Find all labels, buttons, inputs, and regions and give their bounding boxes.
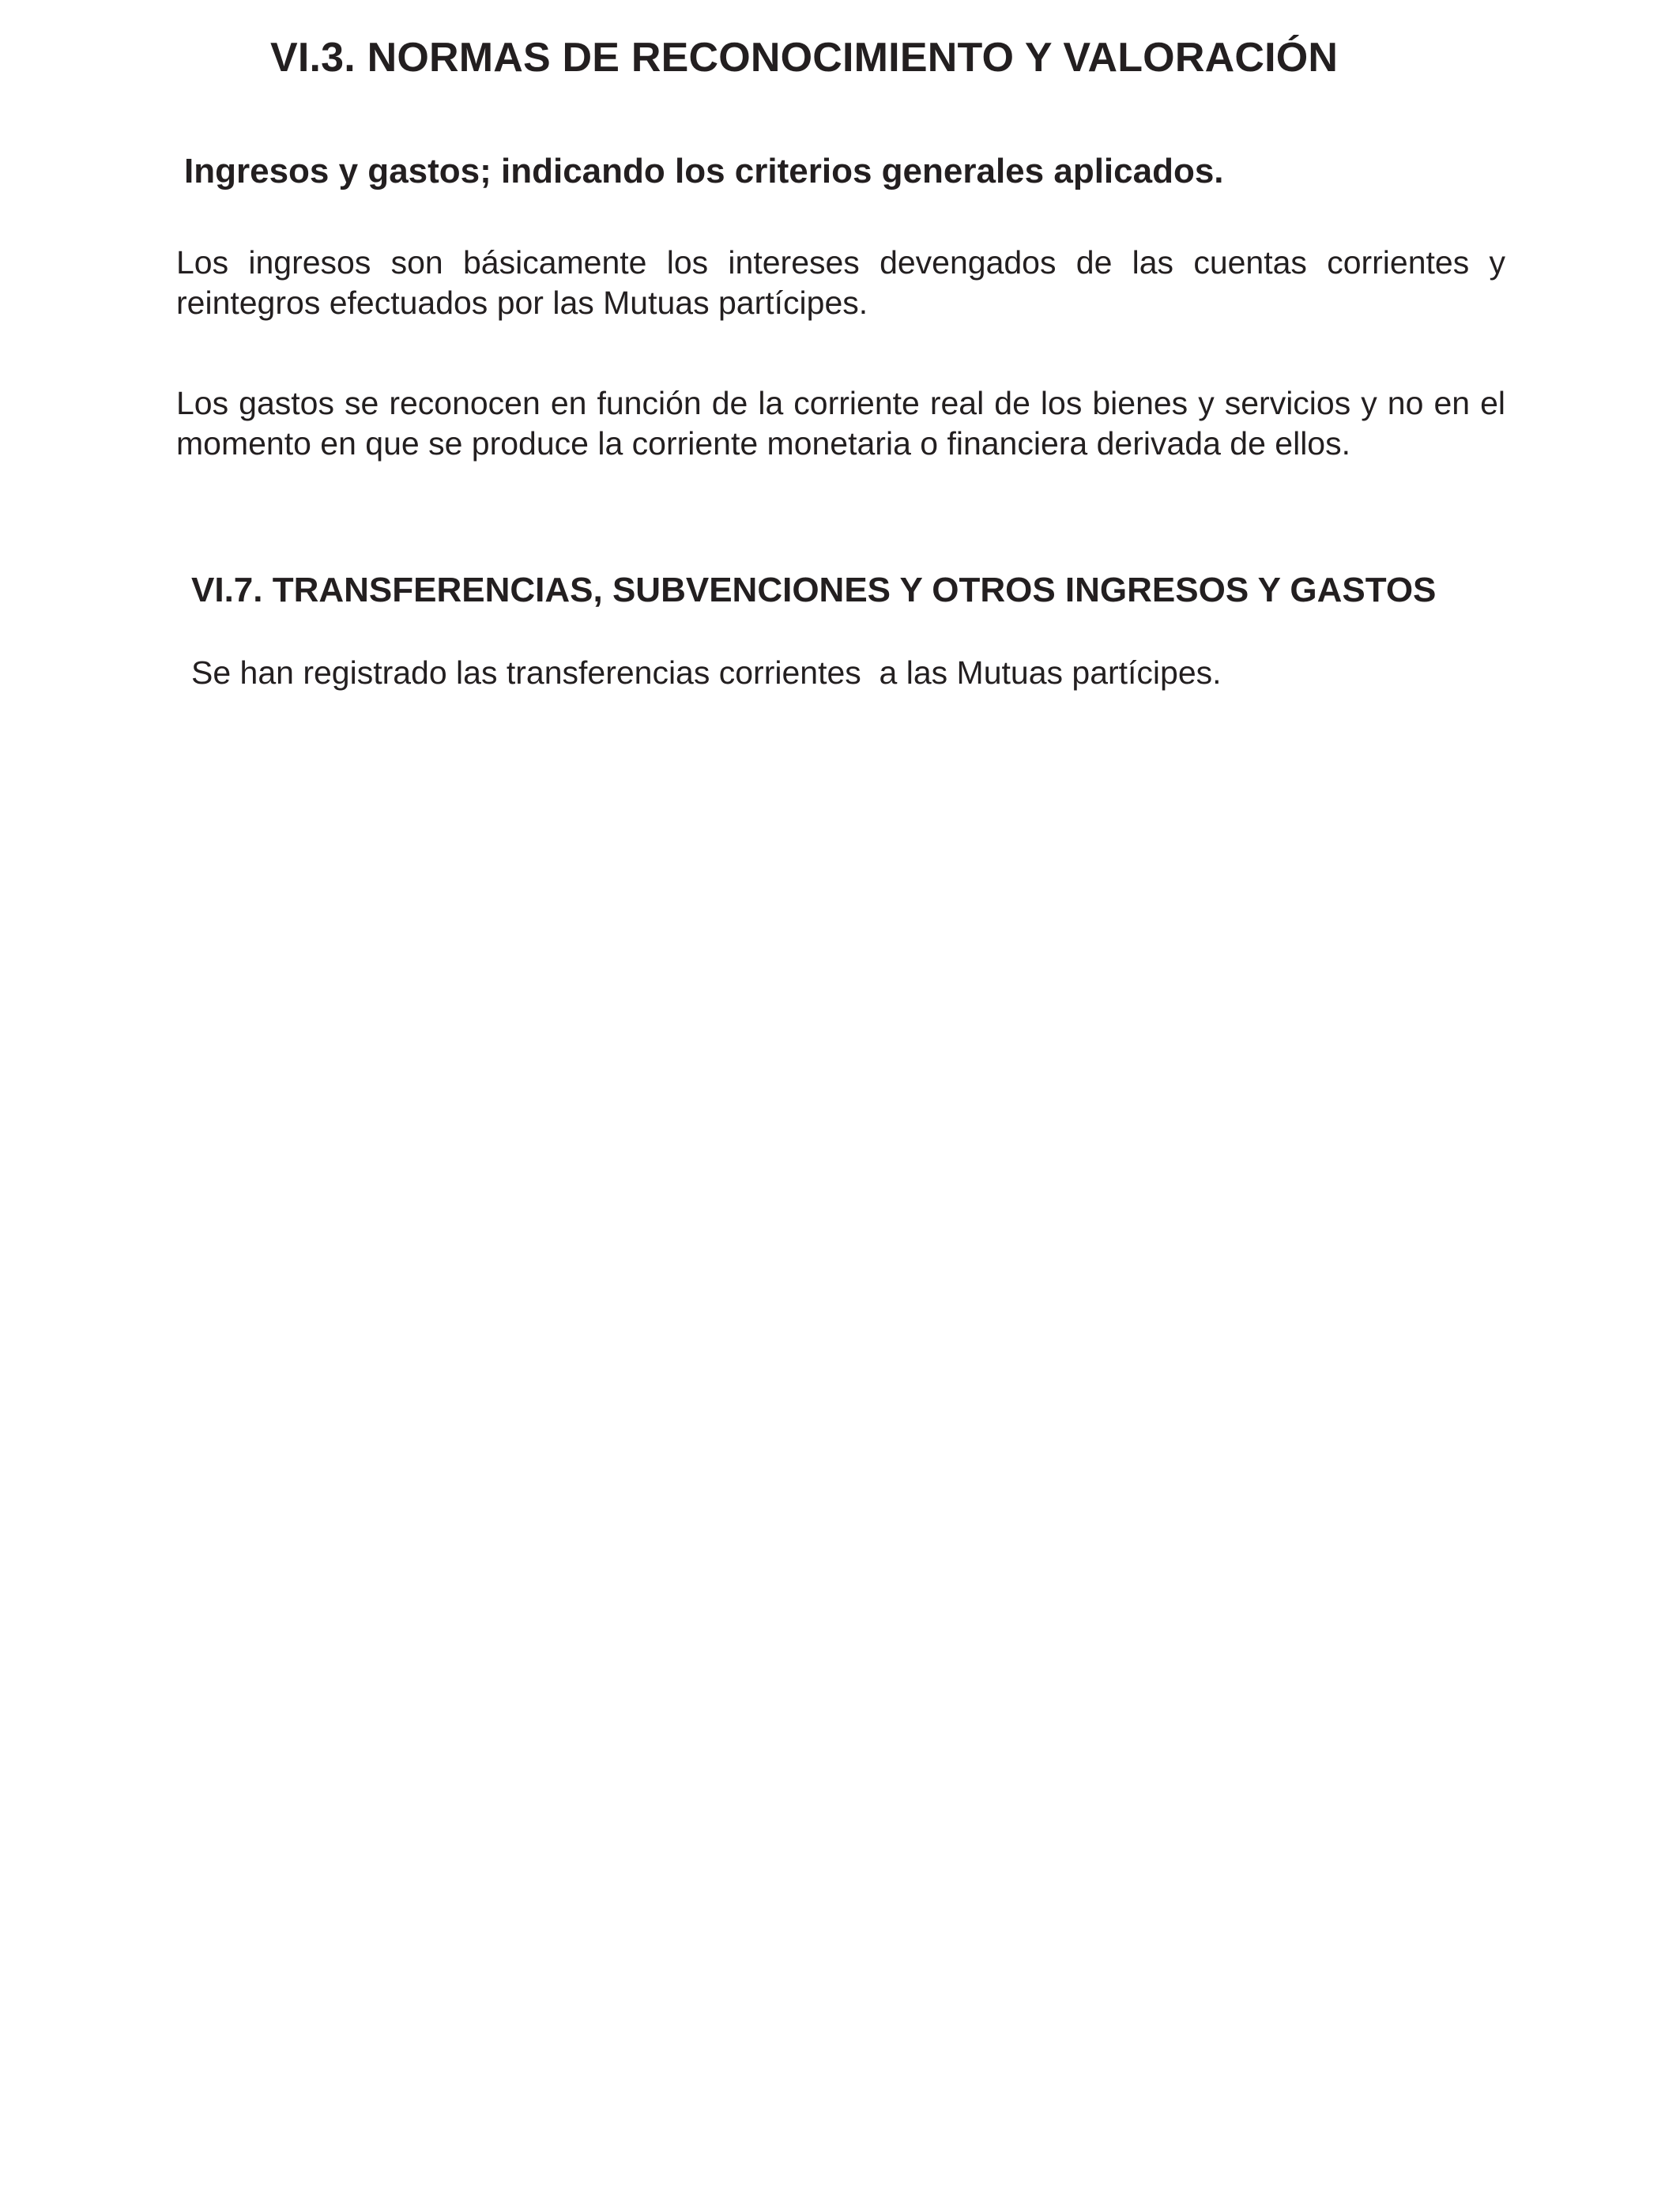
paragraph-ingresos: Los ingresos son básicamente los intereses devengados de las cuentas corrientes y reintegros efectuados por las Mutuas partícipes. [176, 244, 1505, 321]
paragraph-gastos: Los gastos se reconocen en función de la corriente real de los bienes y servicios y no en el momento en que se produce la corriente monetaria o financiera derivada de ellos. [176, 385, 1505, 462]
page-title: VI.3. NORMAS DE RECONOCIMIENTO Y VALORACIÓN [270, 35, 1339, 81]
paragraph-transferencias: Se han registrado las transferencias corrientes a las Mutuas partícipes. [191, 654, 1222, 691]
section-title-transferencias: VI.7. TRANSFERENCIAS, SUBVENCIONES Y OTROS INGRESOS Y GASTOS [191, 571, 1437, 609]
section-subtitle: Ingresos y gastos; indicando los criterios generales aplicados. [184, 152, 1224, 190]
